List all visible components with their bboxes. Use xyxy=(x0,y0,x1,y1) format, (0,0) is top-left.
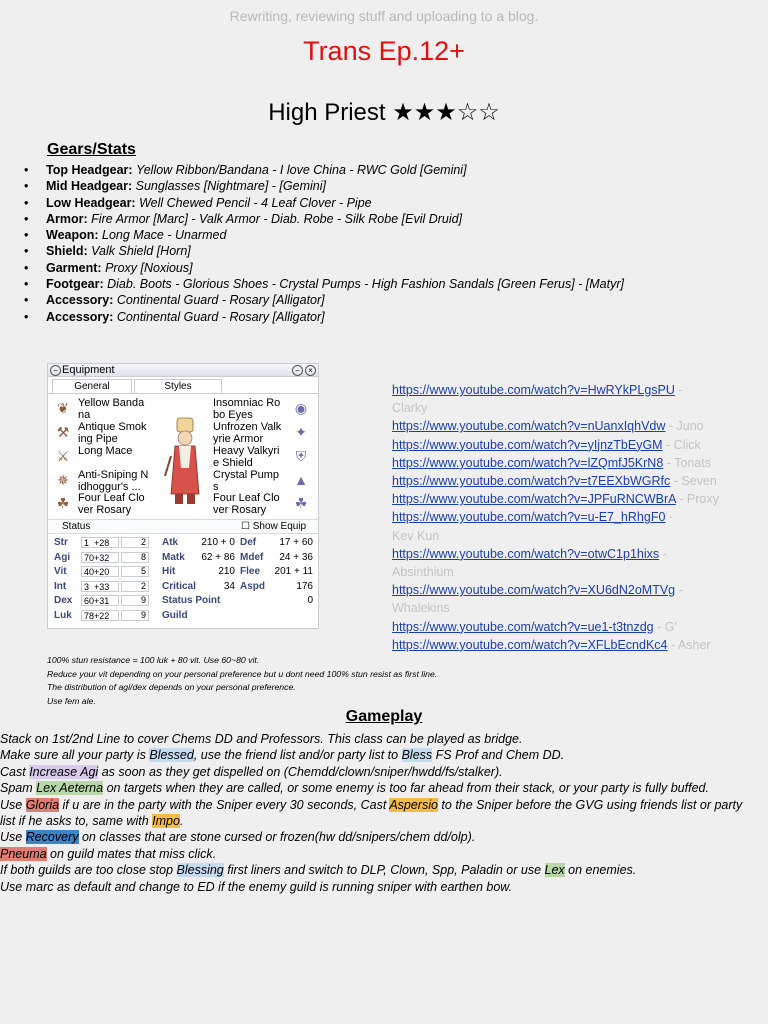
show-equip-label: Show Equip xyxy=(252,521,307,532)
gear-slot-value: Fire Armor [Marc] - Valk Armor - Diab. Robe - Silk Robe [Evil Druid] xyxy=(91,211,463,226)
armor-icon: ✦ xyxy=(295,424,307,440)
stat-value: 40+20 xyxy=(81,566,119,577)
page-title: Trans Ep.12+ xyxy=(303,36,465,66)
stat-points: 9 xyxy=(140,610,146,620)
equip-slot-left[interactable]: Yellow Banda na xyxy=(78,397,145,421)
gameplay-text-segment: Use xyxy=(0,797,26,812)
link-separator: - xyxy=(670,474,682,489)
gameplay-text-segment: . xyxy=(179,814,184,829)
gameplay-text-segment: Cast xyxy=(0,764,30,779)
youtube-link[interactable]: https://www.youtube.com/watch?v=nUanxIqhVdw xyxy=(392,419,666,434)
sub-stat-name: Matk xyxy=(162,551,185,563)
link-author: Juno xyxy=(676,419,704,434)
stat-name: Vit xyxy=(54,566,67,578)
stat-value: 1 +28 xyxy=(81,537,119,548)
sub-stat-name: Atk xyxy=(162,537,179,548)
gear-item xyxy=(24,195,624,211)
link-author: Absinthium xyxy=(392,565,454,580)
gameplay-text xyxy=(0,731,768,895)
equip-slot-right[interactable]: Four Leaf Clo ver Rosary xyxy=(213,492,280,516)
stat-notes xyxy=(47,654,437,709)
gear-slot-label: Top Headgear: xyxy=(46,163,133,177)
gameplay-text-segment: Make sure all your party is xyxy=(0,748,150,763)
sub-stat-value: 201 + 11 xyxy=(274,566,313,578)
gear-item xyxy=(24,276,624,292)
gear-slot-label: Garment: xyxy=(46,260,102,275)
stat-name: Str xyxy=(54,537,68,548)
equip-slot-right[interactable]: Insomniac Ro bo Eyes xyxy=(213,397,281,421)
gear-slot-value: Diab. Boots - Glorious Shoes - Crystal Pumps - High Fashion Sandals [Green Ferus] - [Matyr] xyxy=(107,277,624,292)
stat-points: 9 xyxy=(140,595,146,606)
link-row xyxy=(392,436,767,454)
link-row xyxy=(392,581,767,617)
sub-stat-name: Critical xyxy=(162,580,196,592)
gameplay-text-segment: on enemies. xyxy=(564,863,637,878)
youtube-link[interactable]: https://www.youtube.com/watch?v=yIjnzTbEyGM xyxy=(392,437,663,452)
stat-points: 8 xyxy=(140,551,146,562)
skill-highlight: Blessed xyxy=(149,748,194,763)
gameplay-line xyxy=(0,829,768,845)
gameplay-text-segment: to the Sniper before the GVG using friends list or party xyxy=(437,797,743,812)
youtube-link[interactable]: https://www.youtube.com/watch?v=JPFuRNCWBrA xyxy=(392,492,676,507)
status-bar xyxy=(48,519,318,534)
tab-general[interactable]: General xyxy=(52,379,132,393)
gear-item xyxy=(24,243,624,259)
skill-highlight: Increase Agi xyxy=(29,764,99,779)
mace-icon: ⚔ xyxy=(56,448,70,464)
gear-slot-label: Mid Headgear: xyxy=(46,179,133,194)
gear-item xyxy=(24,211,624,227)
youtube-link[interactable]: https://www.youtube.com/watch?v=lZQmfJ5KrN8 xyxy=(392,455,664,470)
armor-icon: ✵ xyxy=(57,472,69,488)
sub-stat-name: Hit xyxy=(162,566,176,578)
gear-slot-value: Sunglasses [Nightmare] - [Gemini] xyxy=(135,179,326,194)
gear-item xyxy=(24,178,624,194)
link-author: Seven xyxy=(681,474,717,489)
sub-stat-value: 210 xyxy=(218,566,235,578)
header-note: Rewriting, reviewing stuff and uploading to a blog. xyxy=(229,8,539,24)
gear-slot-label: Accessory: xyxy=(46,293,114,308)
gameplay-line xyxy=(0,764,768,780)
gameplay-line xyxy=(0,780,768,796)
skill-highlight: Impo xyxy=(152,814,180,829)
sub-stat-name: Mdef xyxy=(240,551,264,563)
equip-slot-left[interactable]: Four Leaf Clo ver Rosary xyxy=(78,492,145,516)
link-row xyxy=(392,381,767,417)
youtube-link[interactable]: https://www.youtube.com/watch?v=u-E7_hRhgF0 xyxy=(392,510,666,525)
gear-slot-value: Long Mace - Unarmed xyxy=(102,228,227,243)
status-label: Status xyxy=(62,521,91,532)
skill-highlight: Pneuma xyxy=(0,846,47,861)
link-author: Asher xyxy=(677,637,711,652)
gear-slot-label: Armor: xyxy=(46,211,88,226)
skill-highlight: Blessing xyxy=(176,863,224,878)
gameplay-line xyxy=(0,747,768,763)
equipment-tabs xyxy=(48,379,318,394)
gear-slot-value: Well Chewed Pencil - 4 Leaf Clover - Pipe xyxy=(139,195,372,210)
youtube-link[interactable]: https://www.youtube.com/watch?v=HwRYkPLgsPU xyxy=(392,383,675,397)
gear-slot-value: Continental Guard - Rosary [Alligator] xyxy=(116,293,325,308)
youtube-link[interactable]: https://www.youtube.com/watch?v=otwC1p1hixs xyxy=(392,546,660,561)
equip-slot-right[interactable]: Unfrozen Valk yrie Armor xyxy=(213,421,282,445)
gameplay-text-segment: list if he asks to, same with xyxy=(0,814,153,829)
gameplay-text-segment: if u are in the party with the Sniper every 30 seconds, Cast xyxy=(59,797,390,812)
sub-stat-name: Guild xyxy=(162,610,188,621)
eyes-icon: ◉ xyxy=(294,400,308,416)
gear-slot-label: Footgear: xyxy=(46,277,104,292)
class-title: High Priest ★★★☆☆ xyxy=(268,99,500,126)
gameplay-line xyxy=(0,797,768,813)
gear-slot-value: Proxy [Noxious] xyxy=(105,260,193,275)
link-separator: - xyxy=(667,637,678,652)
minimize-icon[interactable]: − xyxy=(292,365,303,376)
equip-slot-left[interactable]: Anti-Sniping N idhoggur's ... xyxy=(78,469,149,493)
link-row xyxy=(392,417,767,435)
gear-slot-label: Accessory: xyxy=(46,309,114,324)
gameplay-text-segment: If both guilds are too close stop xyxy=(0,863,177,878)
gear-heading: Gears/Stats xyxy=(47,141,136,158)
link-row xyxy=(392,490,767,508)
gameplay-text-segment: on targets when they are called, or some enemy is too far ahead from their stack, or your party is fully buffed. xyxy=(103,781,709,796)
gear-slot-label: Weapon: xyxy=(46,228,99,243)
skill-highlight: Gloria xyxy=(25,797,60,812)
note-line: Reduce your vit depending on your personal preference but u dont need 100% stun resist as first line. xyxy=(47,668,438,679)
gear-slot-label: Low Headgear: xyxy=(46,195,136,210)
gameplay-text-segment: on classes that are stone cursed or frozen(hw dd/snipers/chem dd/olp). xyxy=(78,830,476,845)
stat-name: Int xyxy=(54,580,67,592)
note-line: 100% stun resistance = 100 luk + 80 vit. Use 60~80 vit. xyxy=(47,655,260,665)
link-separator: - xyxy=(674,383,683,397)
show-equip-checkbox[interactable]: ☐ Show Equip xyxy=(241,521,307,532)
link-author: Clarky xyxy=(392,401,428,416)
window-icon: − xyxy=(50,365,61,376)
link-separator: - xyxy=(675,583,683,598)
gameplay-text-segment: Use xyxy=(0,830,26,845)
stat-value: 70+32 xyxy=(81,552,119,563)
gear-item xyxy=(24,309,624,325)
link-separator: - xyxy=(665,510,674,525)
stat-value: 78+22 xyxy=(81,610,119,621)
stat-name: Dex xyxy=(54,595,73,607)
gameplay-heading: Gameplay xyxy=(345,708,423,725)
equip-slot-left[interactable]: Antique Smok ing Pipe xyxy=(78,421,147,445)
gameplay-text-segment: Use marc as default and change to ED if the enemy guild is running sniper with earthen bow. xyxy=(0,879,513,894)
gameplay-text-segment: Spam xyxy=(0,781,37,796)
sub-stat-value: 210 + 0 xyxy=(201,537,235,548)
sub-stat-value: 34 xyxy=(223,580,235,592)
sub-stat-value: 24 + 36 xyxy=(279,551,313,563)
gear-item xyxy=(24,260,624,276)
gameplay-line xyxy=(0,846,768,862)
sub-stat-value: 62 + 86 xyxy=(201,551,235,563)
skill-highlight: Aspersio xyxy=(389,797,438,812)
note-line: The distribution of agi/dex depends on your personal preference. xyxy=(47,682,296,693)
gameplay-text-segment: FS Prof and Chem DD. xyxy=(432,748,565,763)
sub-stat-name: Status Point xyxy=(162,595,221,607)
equip-slot-right[interactable]: Heavy Valkyri e Shield xyxy=(213,445,280,469)
accessory-icon: ☘ xyxy=(294,495,308,511)
link-row xyxy=(392,454,767,472)
youtube-link[interactable]: https://www.youtube.com/watch?v=XU6dN2oMTVg xyxy=(392,583,676,598)
stat-value: 60+31 xyxy=(81,595,119,606)
skill-highlight: Lex Aeterna xyxy=(36,781,104,796)
gameplay-line xyxy=(0,731,768,747)
link-row xyxy=(392,618,767,636)
headgear-icon: ❦ xyxy=(57,400,69,416)
gameplay-line xyxy=(0,862,768,878)
sub-stat-name: Aspd xyxy=(240,580,265,592)
link-author: Kev Kun xyxy=(392,528,440,543)
video-links xyxy=(392,381,767,654)
equipment-title: Equipment xyxy=(62,364,115,376)
link-separator: - xyxy=(662,437,674,452)
link-row xyxy=(392,636,767,654)
link-row xyxy=(392,545,767,581)
pipe-icon: ⚒ xyxy=(56,424,70,440)
gameplay-line xyxy=(0,813,768,829)
link-separator: - xyxy=(663,455,675,470)
accessory-icon: ☘ xyxy=(56,495,70,511)
sub-stat-name: Flee xyxy=(240,566,261,578)
gear-slot-label: Shield: xyxy=(46,244,88,259)
gameplay-text-segment: , use the friend list and/or party list to xyxy=(193,748,402,763)
link-separator: - xyxy=(659,546,667,561)
gameplay-line xyxy=(0,879,768,895)
link-author: Whalekins xyxy=(392,601,450,616)
gear-item xyxy=(24,292,624,308)
gameplay-text-segment: on guild mates that miss click. xyxy=(46,846,217,861)
gameplay-text-segment: first liners and switch to DLP, Clown, Spp, Paladin or use xyxy=(223,863,545,878)
stat-points: 5 xyxy=(140,566,146,577)
shield-icon: ⛨ xyxy=(295,448,307,464)
skill-highlight: Lex xyxy=(544,863,565,878)
equipment-window xyxy=(47,363,319,629)
link-author: Tonats xyxy=(674,455,712,470)
sub-stat-value: 176 xyxy=(296,580,313,592)
gear-slot-value: Valk Shield [Horn] xyxy=(91,244,191,259)
sub-stat-name: Def xyxy=(240,537,257,548)
gear-item xyxy=(24,162,624,178)
gear-slot-value: Continental Guard - Rosary [Alligator] xyxy=(116,309,325,324)
link-separator: - xyxy=(675,492,687,507)
youtube-link[interactable]: https://www.youtube.com/watch?v=t7EEXbWGRfc xyxy=(392,474,671,489)
stat-value: 3 +33 xyxy=(81,581,119,592)
link-author: G' xyxy=(664,619,677,634)
youtube-link[interactable]: https://www.youtube.com/watch?v=ue1-t3tnzdg xyxy=(392,619,654,634)
gear-item xyxy=(24,227,624,243)
close-icon[interactable]: × xyxy=(305,365,316,376)
shoes-icon: ▲ xyxy=(294,472,308,488)
sub-stat-value: 17 + 60 xyxy=(279,537,313,548)
sub-stat-value: 0 xyxy=(307,595,313,607)
link-author: Click xyxy=(673,437,701,452)
link-row xyxy=(392,472,767,490)
equip-slot-left[interactable]: Long Mace xyxy=(78,445,133,457)
gear-slot-value: Yellow Ribbon/Bandana - I love China - RWC Gold [Gemini] xyxy=(136,163,467,177)
character-sprite xyxy=(163,416,207,512)
gameplay-text-segment: Stack on 1st/2nd Line to cover Chems DD and Professors. This class can be played as bridge. xyxy=(0,732,523,746)
link-row xyxy=(392,508,767,544)
stat-points: 2 xyxy=(140,537,146,547)
stat-name: Luk xyxy=(54,610,72,621)
note-line: Use fem ale. xyxy=(47,696,96,707)
equipment-titlebar xyxy=(48,364,318,377)
link-author: Proxy xyxy=(686,492,719,507)
tab-styles[interactable]: Styles xyxy=(134,379,222,393)
gameplay-text-segment: as soon as they get dispelled on (Chemdd/clown/sniper/hwdd/fs/stalker). xyxy=(98,764,503,779)
gear-list xyxy=(24,162,624,325)
skill-highlight: Bless xyxy=(401,748,433,763)
stat-name: Agi xyxy=(54,551,71,563)
skill-highlight: Recovery xyxy=(25,830,79,845)
stat-points: 2 xyxy=(140,580,146,591)
youtube-link[interactable]: https://www.youtube.com/watch?v=XFLbEcndKc4 xyxy=(392,637,668,652)
link-separator: - xyxy=(665,419,677,434)
link-separator: - xyxy=(653,619,665,634)
equip-slot-right[interactable]: Crystal Pump s xyxy=(213,469,280,493)
